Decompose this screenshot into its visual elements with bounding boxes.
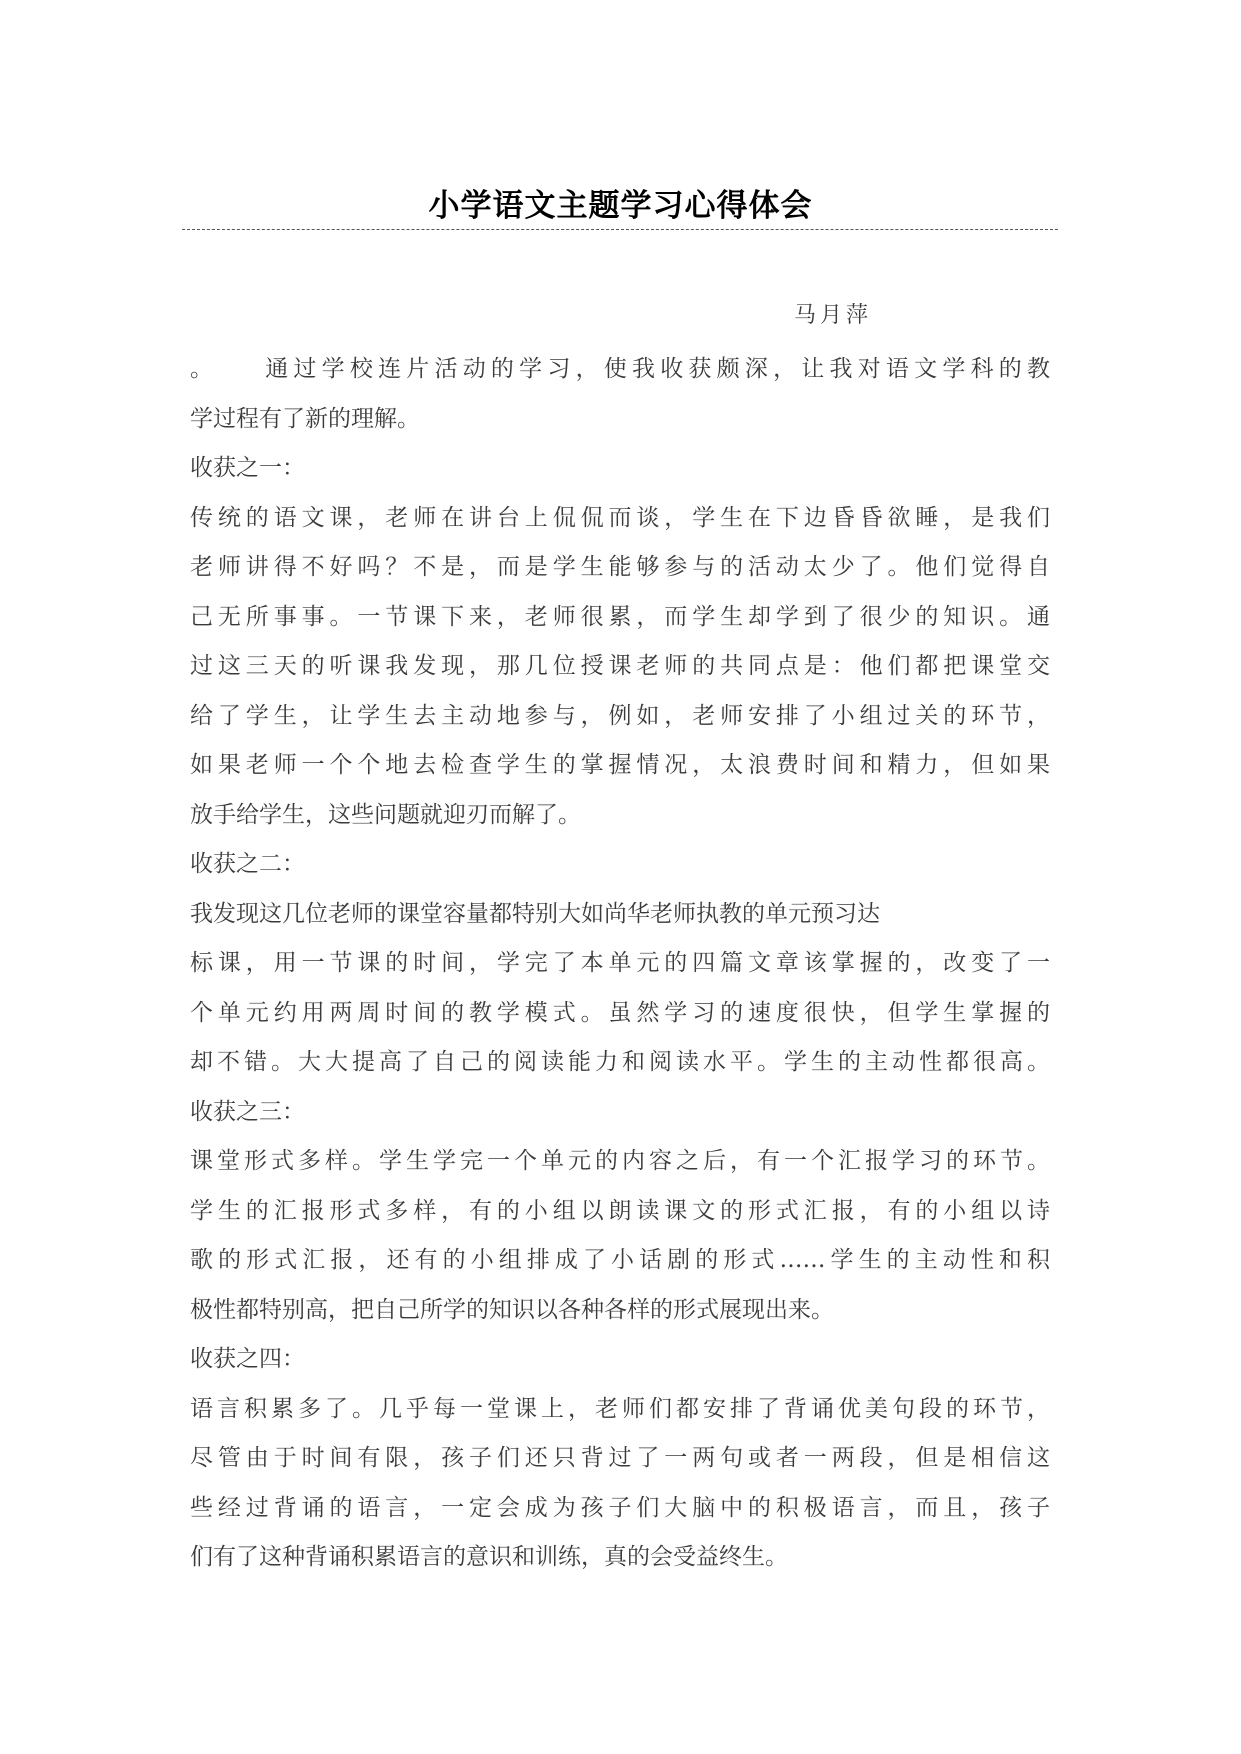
- paragraph-line: 放手给学生，这些问题就迎刃而解了。: [190, 801, 581, 828]
- paragraph-line: 们有了这种背诵积累语言的意识和训练，真的会受益终生。: [190, 1544, 788, 1570]
- paragraph-line: 极性都特别高，把自己所学的知识以各种各样的形式展现出来。: [190, 1296, 834, 1323]
- paragraph-line: 如果老师一个个地去检查学生的掌握情况，太浪费时间和精力，但如果: [190, 752, 1050, 778]
- paragraph-line: 过这三天的听课我发现，那几位授课老师的共同点是：他们都把课堂交: [190, 653, 1050, 679]
- paragraph-line: 我发现这几位老师的课堂容量都特别大如尚华老师执教的单元预习达: [190, 900, 880, 927]
- paragraph-line: 己无所事事。一节课下来，老师很累，而学生却学到了很少的知识。通: [190, 603, 1050, 630]
- paragraph-line: 却不错。大大提高了自己的阅读能力和阅读水平。学生的主动性都很高。: [190, 1049, 1050, 1075]
- paragraph-line: 个单元约用两周时间的教学模式。虽然学习的速度很快，但学生掌握的: [190, 999, 1050, 1026]
- section-heading: 收获之一：: [190, 455, 305, 481]
- section-heading: 收获之四：: [190, 1346, 305, 1372]
- section-heading: 收获之二：: [190, 851, 305, 877]
- title-divider: [182, 229, 1058, 230]
- paragraph-line: 尽管由于时间有限，孩子们还只背过了一两句或者一两段，但是相信这: [190, 1445, 1050, 1471]
- intro-line: 学过程有了新的理解。: [190, 405, 420, 432]
- paragraph-line: 课堂形式多样。学生学完一个单元的内容之后，有一个汇报学习的环节。: [190, 1148, 1050, 1174]
- document-title: 小学语文主题学习心得体会: [428, 188, 813, 224]
- author-name: 马月萍: [794, 303, 873, 328]
- paragraph-line: 老师讲得不好吗？不是，而是学生能够参与的活动太少了。他们觉得自: [190, 554, 1050, 580]
- intro-text: 通过学校连片活动的学习，使我收获颇深，让我对语文学科的教: [260, 356, 1050, 382]
- paragraph-line: 标课，用一节课的时间，学完了本单元的四篇文章该掌握的，改变了一: [190, 950, 1050, 976]
- intro-line: [190, 345, 1050, 395]
- paragraph-line: 学生的汇报形式多样，有的小组以朗读课文的形式汇报，有的小组以诗: [190, 1197, 1050, 1224]
- paragraph-line: 歌的形式汇报，还有的小组排成了小话剧的形式……学生的主动性和积: [190, 1247, 1050, 1273]
- intro-lead-mark: 。: [190, 356, 213, 382]
- paragraph-line: 给了学生，让学生去主动地参与，例如，老师安排了小组过关的环节，: [190, 702, 1050, 729]
- paragraph-line: 些经过背诵的语言，一定会成为孩子们大脑中的积极语言，而且，孩子: [190, 1494, 1050, 1521]
- section-heading: 收获之三：: [190, 1098, 305, 1125]
- document-body: [190, 345, 1050, 1583]
- paragraph-line: 传统的语文课，老师在讲台上侃侃而谈，学生在下边昏昏欲睡，是我们: [190, 504, 1050, 531]
- paragraph-line: 语言积累多了。几乎每一堂课上，老师们都安排了背诵优美句段的环节，: [190, 1395, 1050, 1422]
